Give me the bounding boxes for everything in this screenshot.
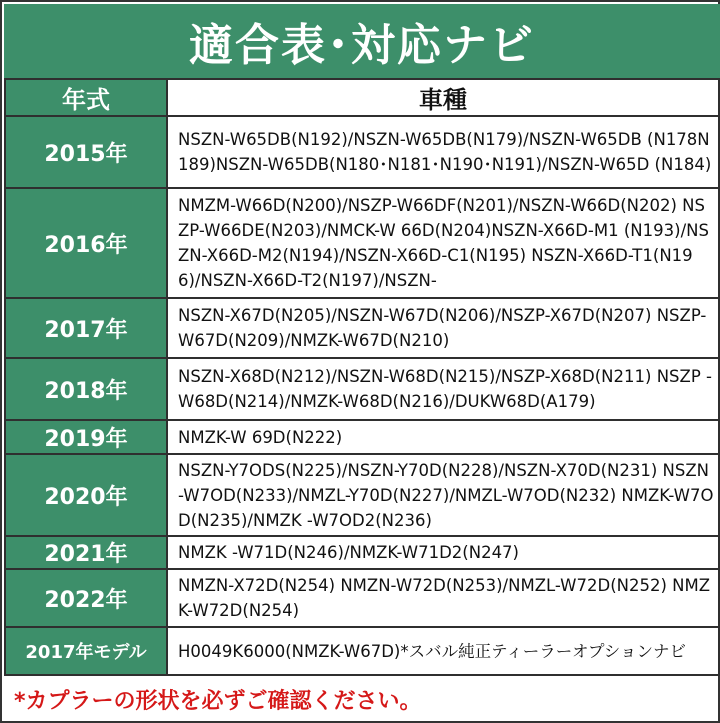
table-row bbox=[5, 116, 719, 188]
year-cell: 2017年 bbox=[5, 298, 167, 358]
page-title: 適合表･対応ナビ bbox=[189, 20, 535, 71]
table-row bbox=[5, 420, 719, 454]
year-cell: 2021年 bbox=[5, 536, 167, 569]
table-row bbox=[5, 358, 719, 420]
table-row bbox=[5, 454, 719, 536]
title-bar bbox=[4, 4, 720, 78]
models-cell: NSZN-X67D(N205)/NSZN-W67D(N206)/NSZP-X67D(N207) NSZP-W67D(N209)/NMZK-W67D(N210) bbox=[167, 298, 719, 358]
table-row bbox=[5, 536, 719, 569]
models-cell: NMZK -W71D(N246)/NMZK-W71D2(N247) bbox=[167, 536, 719, 569]
models-cell: NMZN-X72D(N254) NMZN-W72D(N253)/NMZL-W72D(N252) NMZK-W72D(N254) bbox=[167, 569, 719, 627]
models-cell: NMZM-W66D(N200)/NSZP-W66DF(N201)/NSZN-W66D(N202) NSZP-W66DE(N203)/NMCK-W 66D(N204)NSZN-X66D-M1 (N193)/NSZN-X66D-M2(N194)/NSZN-X66D-C1(N195) NSZN-X66D-T1(N196)/NSZN-X66D-T2(N197)/NSZN- bbox=[167, 188, 719, 298]
year-cell: 2015年 bbox=[5, 116, 167, 188]
models-cell: NSZN-X68D(N212)/NSZN-W68D(N215)/NSZP-X68D(N211) NSZP -W68D(N214)/NMZK-W68D(N216)/DUKW68D(A179) bbox=[167, 358, 719, 420]
models-cell: NSZN-Y7ODS(N225)/NSZN-Y70D(N228)/NSZN-X70D(N231) NSZN-W7OD(N233)/NMZL-Y70D(N227)/NMZL-W7OD(N232) NMZK-W7OD(N235)/NMZK -W7OD2(N236) bbox=[167, 454, 719, 536]
model-column-header: 車種 bbox=[167, 79, 719, 116]
compatibility-table bbox=[4, 78, 720, 676]
year-cell: 2017年モデル bbox=[5, 627, 167, 675]
table-row bbox=[5, 298, 719, 358]
table-row bbox=[5, 188, 719, 298]
models-cell: NMZK-W 69D(N222) bbox=[167, 420, 719, 454]
year-cell: 2016年 bbox=[5, 188, 167, 298]
table-row bbox=[5, 627, 719, 675]
models-cell: H0049K6000(NMZK-W67D)*スバル純正ティーラーオプションナビ bbox=[167, 627, 719, 675]
year-cell: 2019年 bbox=[5, 420, 167, 454]
year-column-header: 年式 bbox=[5, 79, 167, 116]
models-cell: NSZN-W65DB(N192)/NSZN-W65DB(N179)/NSZN-W65DB (N178N189)NSZN-W65DB(N180･N181･N190･N191)/NSZN-W65D (N184) bbox=[167, 116, 719, 188]
year-cell: 2020年 bbox=[5, 454, 167, 536]
year-cell: 2018年 bbox=[5, 358, 167, 420]
table-row bbox=[5, 569, 719, 627]
table-header-row bbox=[5, 79, 719, 116]
coupler-warning-note: *カプラーの形状を必ずご確認ください。 bbox=[14, 688, 422, 714]
year-cell: 2022年 bbox=[5, 569, 167, 627]
